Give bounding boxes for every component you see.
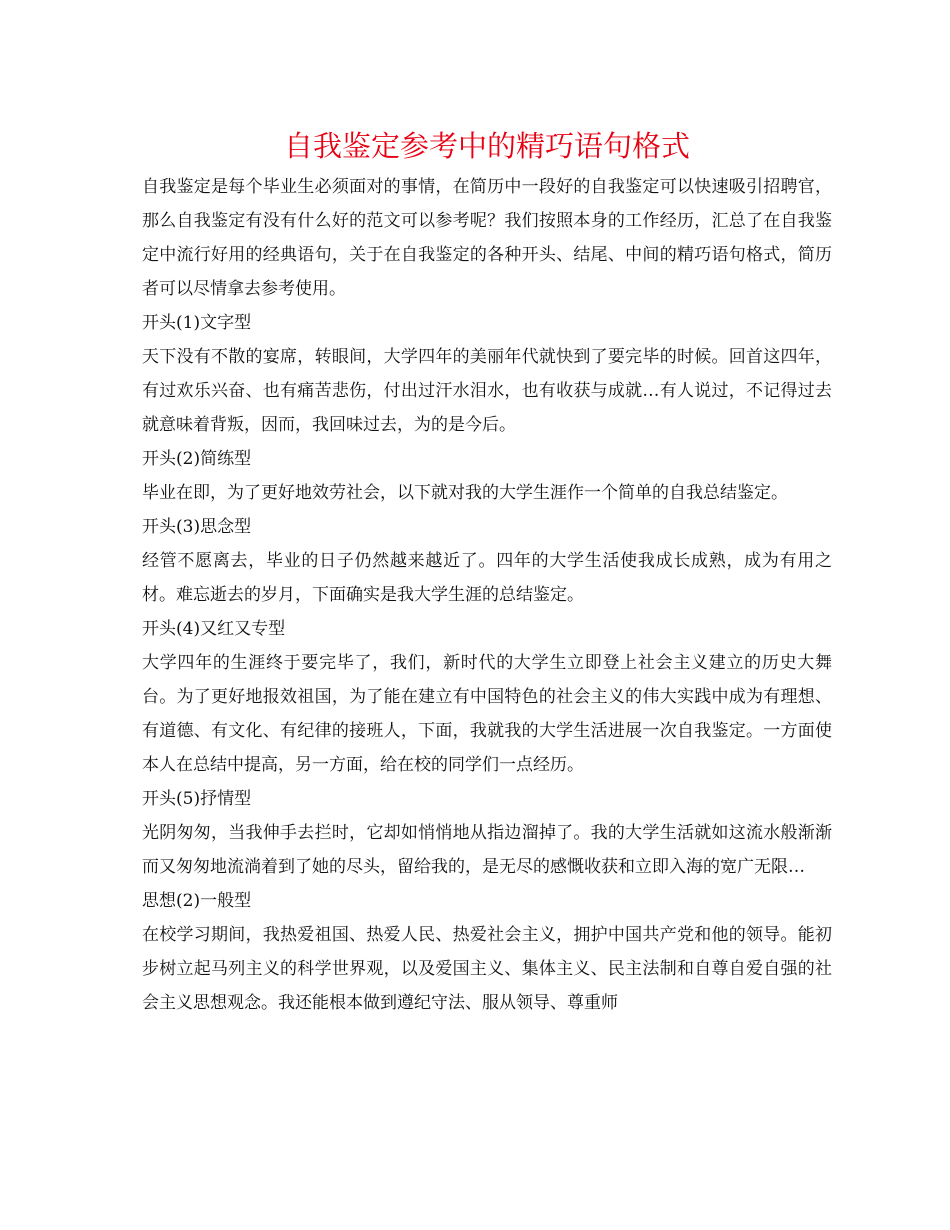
paragraph-opening-3: 经管不愿离去，毕业的日子仍然越来越近了。四年的大学生活使我成长成熟，成为有用之材。难忘逝去的岁月，下面确实是我大学生涯的总结鉴定。 [142,551,832,605]
paragraph-opening-2: 毕业在即，为了更好地效劳社会，以下就对我的大学生涯作一个简单的自我总结鉴定。 [142,483,788,503]
section-heading-thought-2: 思想(2)一般型 [142,891,252,911]
section-heading-opening-1: 开头(1)文字型 [142,313,252,333]
section-heading-opening-4: 开头(4)又红又专型 [142,619,286,639]
paragraph-opening-5: 光阴匆匆，当我伸手去拦时，它却如悄悄地从指边溜掉了。我的大学生活就如这流水般渐渐而又匆匆地流淌着到了她的尽头，留给我的，是无尽的感慨收获和立即入海的宽广无限… [142,823,832,877]
section-heading-opening-2: 开头(2)简练型 [142,449,252,469]
paragraph-thought-2: 在校学习期间，我热爱祖国、热爱人民、热爱社会主义，拥护中国共产党和他的领导。能初步树立起马列主义的科学世界观，以及爱国主义、集体主义、民主法制和自尊自爱自强的社会主义思想观念。我还能根本做到遵纪守法、服从领导、尊重师 [142,925,832,1013]
section-heading-opening-5: 开头(5)抒情型 [142,789,252,809]
document-body [142,126,832,1020]
section-heading-opening-3: 开头(3)思念型 [142,517,252,537]
paragraph-opening-1: 天下没有不散的宴席，转眼间，大学四年的美丽年代就快到了要完毕的时候。回首这四年，有过欢乐兴奋、也有痛苦悲伤，付出过汗水泪水，也有收获与成就…有人说过，不记得过去就意味着背叛，因而，我回味过去，为的是今后。 [142,347,832,435]
document-title: 自我鉴定参考中的精巧语句格式 [283,129,690,163]
paragraph-intro: 自我鉴定是每个毕业生必须面对的事情，在简历中一段好的自我鉴定可以快速吸引招聘官，那么自我鉴定有没有什么好的范文可以参考呢？我们按照本身的工作经历，汇总了在自我鉴定中流行好用的经典语句，关于在自我鉴定的各种开头、结尾、中间的精巧语句格式，简历者可以尽情拿去参考使用。 [142,177,832,299]
paragraph-opening-4: 大学四年的生涯终于要完毕了，我们，新时代的大学生立即登上社会主义建立的历史大舞台。为了更好地报效祖国，为了能在建立有中国特色的社会主义的伟大实践中成为有理想、有道德、有文化、有纪律的接班人，下面，我就我的大学生活进展一次自我鉴定。一方面使本人在总结中提高，另一方面，给在校的同学们一点经历。 [142,653,832,775]
